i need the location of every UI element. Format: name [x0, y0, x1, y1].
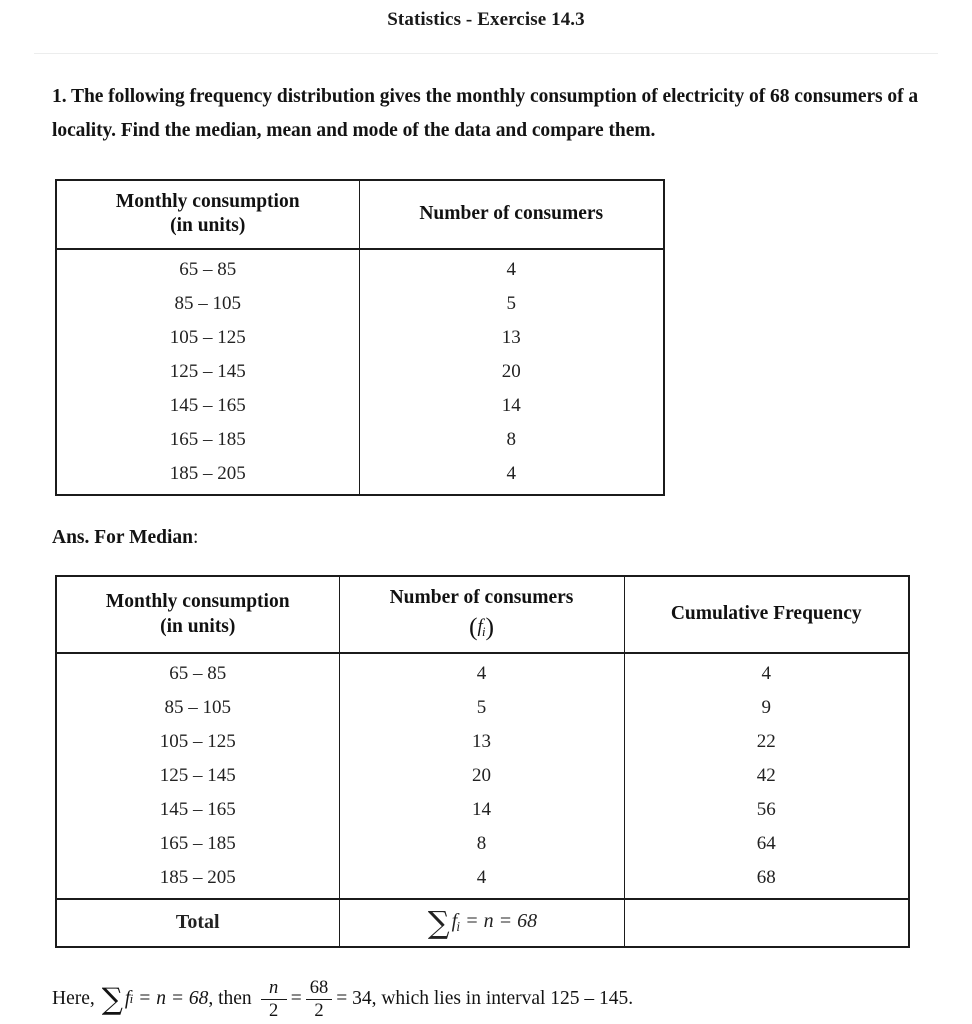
cell-interval: 185 – 205	[56, 456, 359, 495]
table-header-row	[56, 180, 664, 249]
table-header-row	[56, 576, 909, 653]
table-one-container	[55, 179, 972, 496]
symbol-f: f	[451, 910, 458, 933]
cell-consumers: 14	[339, 793, 624, 827]
table-row	[56, 827, 909, 861]
symbol-subscript-i: i	[482, 624, 486, 639]
closing-equals-34: = 34	[336, 988, 372, 1010]
cell-interval: 165 – 185	[56, 422, 359, 456]
cell-interval: 145 – 165	[56, 793, 339, 827]
cell-consumers: 13	[339, 725, 624, 759]
cell-interval: 85 – 105	[56, 286, 359, 320]
cell-total-label: Total	[56, 899, 339, 946]
cell-total-sum	[339, 899, 624, 946]
fraction-denominator: 2	[314, 1000, 324, 1022]
cell-interval: 165 – 185	[56, 827, 339, 861]
cell-consumers: 8	[359, 422, 664, 456]
closing-here: Here,	[52, 988, 95, 1010]
fraction-n-over-2	[261, 978, 287, 1022]
cell-consumers: 5	[359, 286, 664, 320]
frequency-distribution-table	[55, 179, 665, 496]
cell-consumers: 4	[339, 861, 624, 900]
closing-formula-line	[52, 978, 972, 1022]
answer-label-colon: :	[193, 526, 199, 548]
cell-consumers: 8	[339, 827, 624, 861]
cell-interval: 85 – 105	[56, 691, 339, 725]
page-title: Statistics - Exercise 14.3	[387, 9, 585, 30]
paren-open: (	[468, 612, 478, 642]
table-row	[56, 653, 909, 691]
cell-cumulative: 22	[624, 725, 909, 759]
cell-interval: 65 – 85	[56, 653, 339, 691]
header-line-2: (in units)	[160, 615, 236, 637]
table-one-header-consumers: Number of consumers	[359, 180, 664, 249]
table-total-row	[56, 899, 909, 946]
table-row	[56, 286, 664, 320]
cell-interval: 185 – 205	[56, 861, 339, 900]
cell-interval: 125 – 145	[56, 354, 359, 388]
paren-close: )	[485, 612, 495, 642]
cell-consumers: 5	[339, 691, 624, 725]
total-equation: = n = 68	[465, 910, 538, 933]
closing-eq-n-68: = n = 68	[138, 988, 209, 1010]
fraction-numerator: n	[269, 976, 279, 998]
table-two-header-cumulative: Cumulative Frequency	[624, 576, 909, 653]
cell-interval: 65 – 85	[56, 249, 359, 287]
answer-label-bold: Ans. For Median	[52, 526, 194, 548]
cell-cumulative: 4	[624, 653, 909, 691]
table-row	[56, 320, 664, 354]
cell-interval: 145 – 165	[56, 388, 359, 422]
table-row	[56, 388, 664, 422]
closing-tail: , which lies in interval 125 – 145.	[371, 988, 634, 1010]
frequency-symbol	[344, 611, 620, 643]
cell-consumers: 4	[359, 456, 664, 495]
cell-cumulative: 56	[624, 793, 909, 827]
table-row	[56, 725, 909, 759]
table-two-header-consumers	[339, 576, 624, 653]
header-line-1: Number of consumers	[389, 586, 574, 608]
cell-consumers: 20	[359, 354, 664, 388]
sigma-icon: ∑	[427, 906, 450, 942]
fraction-numerator: 68	[309, 976, 329, 998]
cell-consumers: 4	[339, 653, 624, 691]
table-row	[56, 354, 664, 388]
table-two-container	[55, 575, 972, 948]
header-line-1: Monthly consumption	[115, 191, 300, 213]
table-row	[56, 691, 909, 725]
symbol-f: f	[124, 988, 131, 1010]
question-text: 1. The following frequency distribution gives the monthly consumption of electricity of 68 consumers of a locality. Find the median, mean and mode of the data and compare them.	[52, 86, 919, 141]
closing-then: , then	[208, 988, 252, 1010]
cell-interval: 105 – 125	[56, 725, 339, 759]
answer-label	[52, 527, 972, 549]
cell-consumers: 4	[359, 249, 664, 287]
cell-total-cumulative	[624, 899, 909, 946]
cell-cumulative: 68	[624, 861, 909, 900]
cell-consumers: 14	[359, 388, 664, 422]
title-divider	[34, 53, 938, 54]
header-line-1: Monthly consumption	[105, 591, 290, 613]
cell-interval: 125 – 145	[56, 759, 339, 793]
fraction-denominator: 2	[269, 1000, 279, 1022]
table-row	[56, 759, 909, 793]
table-row	[56, 422, 664, 456]
table-row	[56, 249, 664, 287]
spacer-above-table-one	[0, 147, 972, 179]
symbol-f: f	[477, 616, 483, 638]
symbol-subscript-i: i	[129, 991, 134, 1006]
header-line-2: (in units)	[170, 215, 246, 237]
table-one-header-interval	[56, 180, 359, 249]
table-row	[56, 793, 909, 827]
table-two-header-interval	[56, 576, 339, 653]
cell-consumers: 20	[339, 759, 624, 793]
cell-cumulative: 64	[624, 827, 909, 861]
cell-cumulative: 42	[624, 759, 909, 793]
cell-consumers: 13	[359, 320, 664, 354]
closing-equals-1: =	[290, 988, 302, 1010]
symbol-subscript-i: i	[456, 918, 461, 934]
table-row	[56, 456, 664, 495]
spacer-above-table-two	[0, 549, 972, 575]
sigma-icon: ∑	[101, 981, 123, 1017]
fraction-68-over-2	[306, 978, 333, 1022]
cell-cumulative: 9	[624, 691, 909, 725]
cell-interval: 105 – 125	[56, 320, 359, 354]
cumulative-frequency-table	[55, 575, 910, 948]
table-row	[56, 861, 909, 900]
